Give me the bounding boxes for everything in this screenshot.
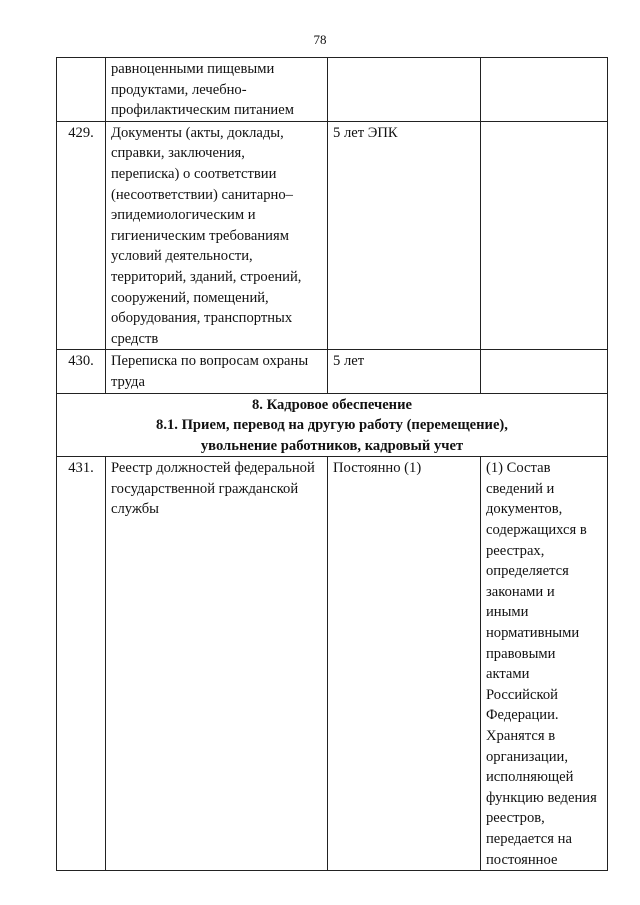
- document-text-line: территорий, зданий, строений,: [111, 268, 302, 285]
- document-text-line: переписка) о соответствии: [111, 165, 277, 182]
- document-text-line: условий деятельности,: [111, 248, 253, 265]
- document-text-line: гигиеническим требованиям: [111, 227, 289, 244]
- document-text-line: профилактическим питанием: [111, 102, 294, 119]
- note-text-line: (1) Состав: [486, 460, 551, 477]
- document-cell: [106, 457, 328, 871]
- row-number-cell: 431.: [57, 457, 106, 871]
- document-text-line: государственной гражданской: [111, 480, 299, 497]
- table-row: [57, 457, 608, 871]
- document-text-line: Переписка по вопросам охраны: [111, 353, 309, 370]
- note-text-line: реестров,: [486, 810, 545, 827]
- term-cell: [328, 58, 481, 122]
- note-text-line: определяется: [486, 563, 569, 580]
- section-title: 8. Кадровое обеспечение: [252, 396, 412, 413]
- document-text-line: Реестр должностей федеральной: [111, 460, 315, 477]
- note-cell: [481, 58, 608, 122]
- term-cell: 5 лет: [328, 350, 481, 393]
- note-text-line: организации,: [486, 748, 568, 765]
- note-text-line: исполняющей: [486, 769, 574, 786]
- note-text-line: нормативными: [486, 625, 580, 642]
- note-text-line: документов,: [486, 501, 563, 518]
- note-text-line: правовыми: [486, 645, 556, 662]
- note-text-line: реестрах,: [486, 542, 545, 559]
- note-text-line: передается на: [486, 830, 572, 847]
- note-cell: [481, 121, 608, 350]
- table-row: [57, 58, 608, 122]
- note-text-line: постоянное: [486, 851, 558, 868]
- document-text-line: Документы (акты, доклады,: [111, 124, 284, 141]
- note-text-line: содержащихся в: [486, 522, 587, 539]
- row-number-cell: 429.: [57, 121, 106, 350]
- page-number: 78: [313, 32, 327, 47]
- document-cell: [106, 58, 328, 122]
- term-cell: 5 лет ЭПК: [328, 121, 481, 350]
- row-number-cell: 430.: [57, 350, 106, 393]
- document-text-line: эпидемиологическим и: [111, 207, 256, 224]
- document-text-line: труда: [111, 373, 145, 390]
- subsection-title-line: 8.1. Прием, перевод на другую работу (перемещение),: [156, 417, 508, 434]
- document-text-line: (несоответствии) санитарно–: [111, 186, 293, 203]
- document-cell: [106, 121, 328, 350]
- document-cell: [106, 350, 328, 393]
- document-text-line: справки, заключения,: [111, 145, 245, 162]
- table-row: [57, 350, 608, 393]
- section-heading-row: [57, 393, 608, 457]
- note-text-line: Хранятся в: [486, 728, 556, 744]
- section-heading-cell: [57, 393, 608, 457]
- document-text-line: средств: [111, 330, 159, 347]
- document-text-line: оборудования, транспортных: [111, 310, 293, 327]
- note-text-line: иными: [486, 604, 529, 621]
- note-text-line: актами: [486, 666, 530, 683]
- row-number-cell: [57, 58, 106, 122]
- document-text-line: сооружений, помещений,: [111, 289, 269, 306]
- note-text-line: Федерации.: [486, 707, 559, 724]
- subsection-title-line: увольнение работников, кадровый учет: [200, 437, 464, 454]
- note-text-line: законами и: [486, 583, 555, 600]
- note-cell: [481, 457, 608, 871]
- note-text-line: Российской: [486, 686, 558, 703]
- note-text-line: функцию ведения: [486, 789, 597, 806]
- document-text-line: равноценными пищевыми: [111, 61, 275, 77]
- note-cell: [481, 350, 608, 393]
- document-text-line: продуктами, лечебно-: [111, 81, 247, 98]
- term-cell: Постоянно (1): [328, 457, 481, 871]
- document-text-line: службы: [111, 501, 159, 518]
- retention-table: [56, 57, 608, 871]
- note-text-line: сведений и: [486, 480, 555, 497]
- table-row: [57, 121, 608, 350]
